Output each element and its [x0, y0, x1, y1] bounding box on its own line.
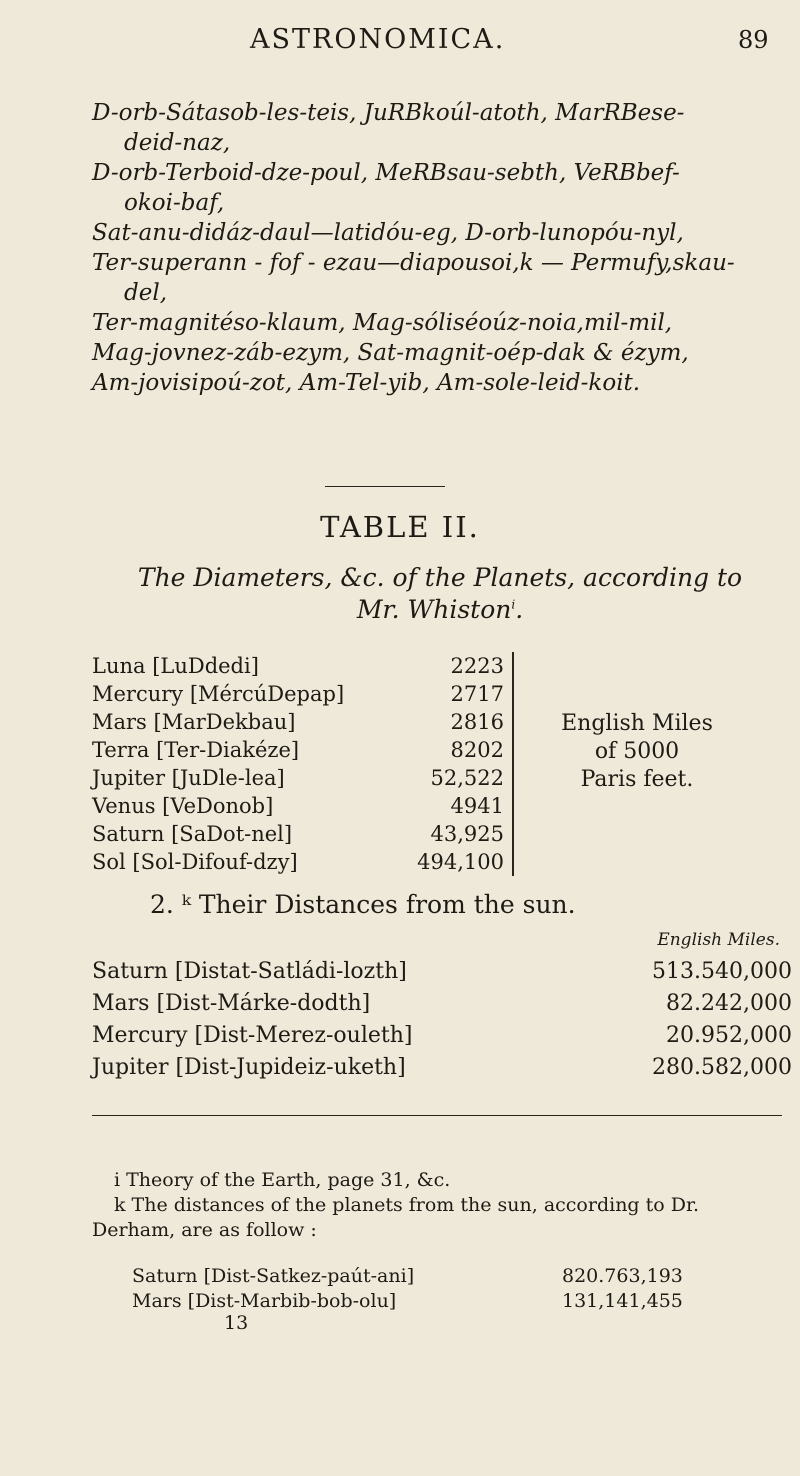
intro-line: Am-jovisipoú-zot, Am-Tel-yib, Am-sole-leid-koit.: [92, 370, 641, 396]
planet-name: Sol [Sol-Difouf-dzy]: [92, 850, 298, 874]
table-row: [92, 680, 792, 708]
distances-unit: English Miles.: [657, 930, 780, 950]
intro-line: okoi-baf,: [124, 190, 225, 216]
table-row: [132, 1264, 732, 1289]
planet-distance: 513.540,000: [652, 959, 792, 984]
table-row: [92, 1020, 792, 1052]
planet-diameter: 494,100: [417, 850, 504, 874]
distances-table: [92, 956, 792, 1084]
footnote-k-line1: k The distances of the planets from the sun, according to Dr.: [114, 1194, 700, 1216]
planet-name: Mars [MarDekbau]: [92, 710, 296, 734]
table-row: [92, 848, 792, 876]
planet-name: Saturn [Dist-Satkez-paút-ani]: [132, 1265, 415, 1287]
planet-name: Saturn [Distat-Satládi-lozth]: [92, 959, 407, 984]
table-row: [92, 792, 792, 820]
table-subtitle-author: Mr. Whiston: [356, 595, 512, 624]
footnote-k-line2: Derham, are as follow :: [92, 1219, 317, 1241]
planet-name: Luna [LuDdedi]: [92, 654, 259, 678]
planet-name: Venus [VeDonob]: [92, 794, 274, 818]
planet-distance: 820.763,193: [562, 1265, 683, 1287]
table-title: TABLE II.: [320, 510, 480, 544]
table-row: [92, 956, 792, 988]
intro-line: D-orb-Sátasob-les-teis, JuRBkoúl-atoth, MarRBese-: [92, 100, 685, 126]
intro-line: Mag-jovnez-záb-ezym, Sat-magnit-oép-dak & ézym,: [92, 340, 689, 366]
table-subtitle-line1: The Diameters, &c. of the Planets, according to: [137, 563, 743, 592]
footnotes: [92, 1168, 782, 1243]
planet-name: Mars [Dist-Márke-dodth]: [92, 991, 371, 1016]
footnote-ref-i: i: [511, 597, 516, 612]
planet-name: Mercury [MércúDepap]: [92, 682, 345, 706]
planet-distance: 280.582,000: [652, 1055, 792, 1080]
planet-diameter: 43,925: [430, 822, 504, 846]
planet-distance: 131,141,455: [562, 1290, 683, 1312]
table-row: [92, 1052, 792, 1084]
distances-heading: 2. ᵏ Their Distances from the sun.: [150, 890, 576, 919]
planet-name: Jupiter [Dist-Jupideiz-uketh]: [92, 1055, 406, 1080]
intro-line: Ter-magnitéso-klaum, Mag-sóliséoúz-noia,mil-mil,: [92, 310, 673, 336]
intro-text: [92, 98, 782, 398]
planet-diameter: 52,522: [430, 766, 504, 790]
signature-mark: 13: [224, 1312, 249, 1334]
brace-note: [522, 710, 752, 794]
planet-name: Saturn [SaDot-nel]: [92, 822, 293, 846]
footnote-table: [132, 1264, 732, 1314]
table-row: [92, 652, 792, 680]
planet-diameter: 2816: [450, 710, 504, 734]
intro-line: deid-naz,: [124, 130, 231, 156]
intro-line: Sat-anu-didáz-daul—latidóu-eg, D-orb-lunopóu-nyl,: [92, 220, 684, 246]
table-subtitle: [100, 562, 780, 626]
brace-note-line2: of 5000: [594, 739, 680, 764]
planet-name: Jupiter [JuDle-lea]: [92, 766, 285, 790]
brace-mark: [500, 652, 514, 876]
intro-line: D-orb-Terboid-dze-poul, MeRBsau-sebth, VeRBbef-: [92, 160, 680, 186]
page-header: [0, 18, 800, 58]
planet-name: Terra [Ter-Diakéze]: [92, 738, 300, 762]
footnote-i: i Theory of the Earth, page 31, &c.: [114, 1169, 451, 1191]
planet-distance: 20.952,000: [666, 1023, 792, 1048]
table-row: [132, 1289, 732, 1314]
footnote-divider: [92, 1115, 782, 1116]
planet-diameter: 2717: [450, 682, 504, 706]
intro-line: Ter-superann - fof - ezau—diapousoi,k — Permufy,skau-: [92, 250, 735, 276]
brace-note-line1: English Miles: [561, 711, 713, 736]
planet-name: Mars [Dist-Marbib-bob-olu]: [132, 1290, 397, 1312]
table-row: [92, 988, 792, 1020]
table-row: [92, 820, 792, 848]
table-subtitle-line2: Mr. Whiston$^i$.: [356, 595, 524, 624]
divider-short: [325, 486, 445, 487]
running-title: ASTRONOMICA.: [250, 24, 506, 55]
planet-diameter: 2223: [450, 654, 504, 678]
planet-diameter: 4941: [450, 794, 504, 818]
planet-name: Mercury [Dist-Merez-ouleth]: [92, 1023, 413, 1048]
page-number: 89: [738, 26, 769, 54]
planet-distance: 82.242,000: [666, 991, 792, 1016]
planet-diameter: 8202: [450, 738, 504, 762]
brace-note-line3: Paris feet.: [580, 767, 694, 792]
intro-line: del,: [124, 280, 168, 306]
